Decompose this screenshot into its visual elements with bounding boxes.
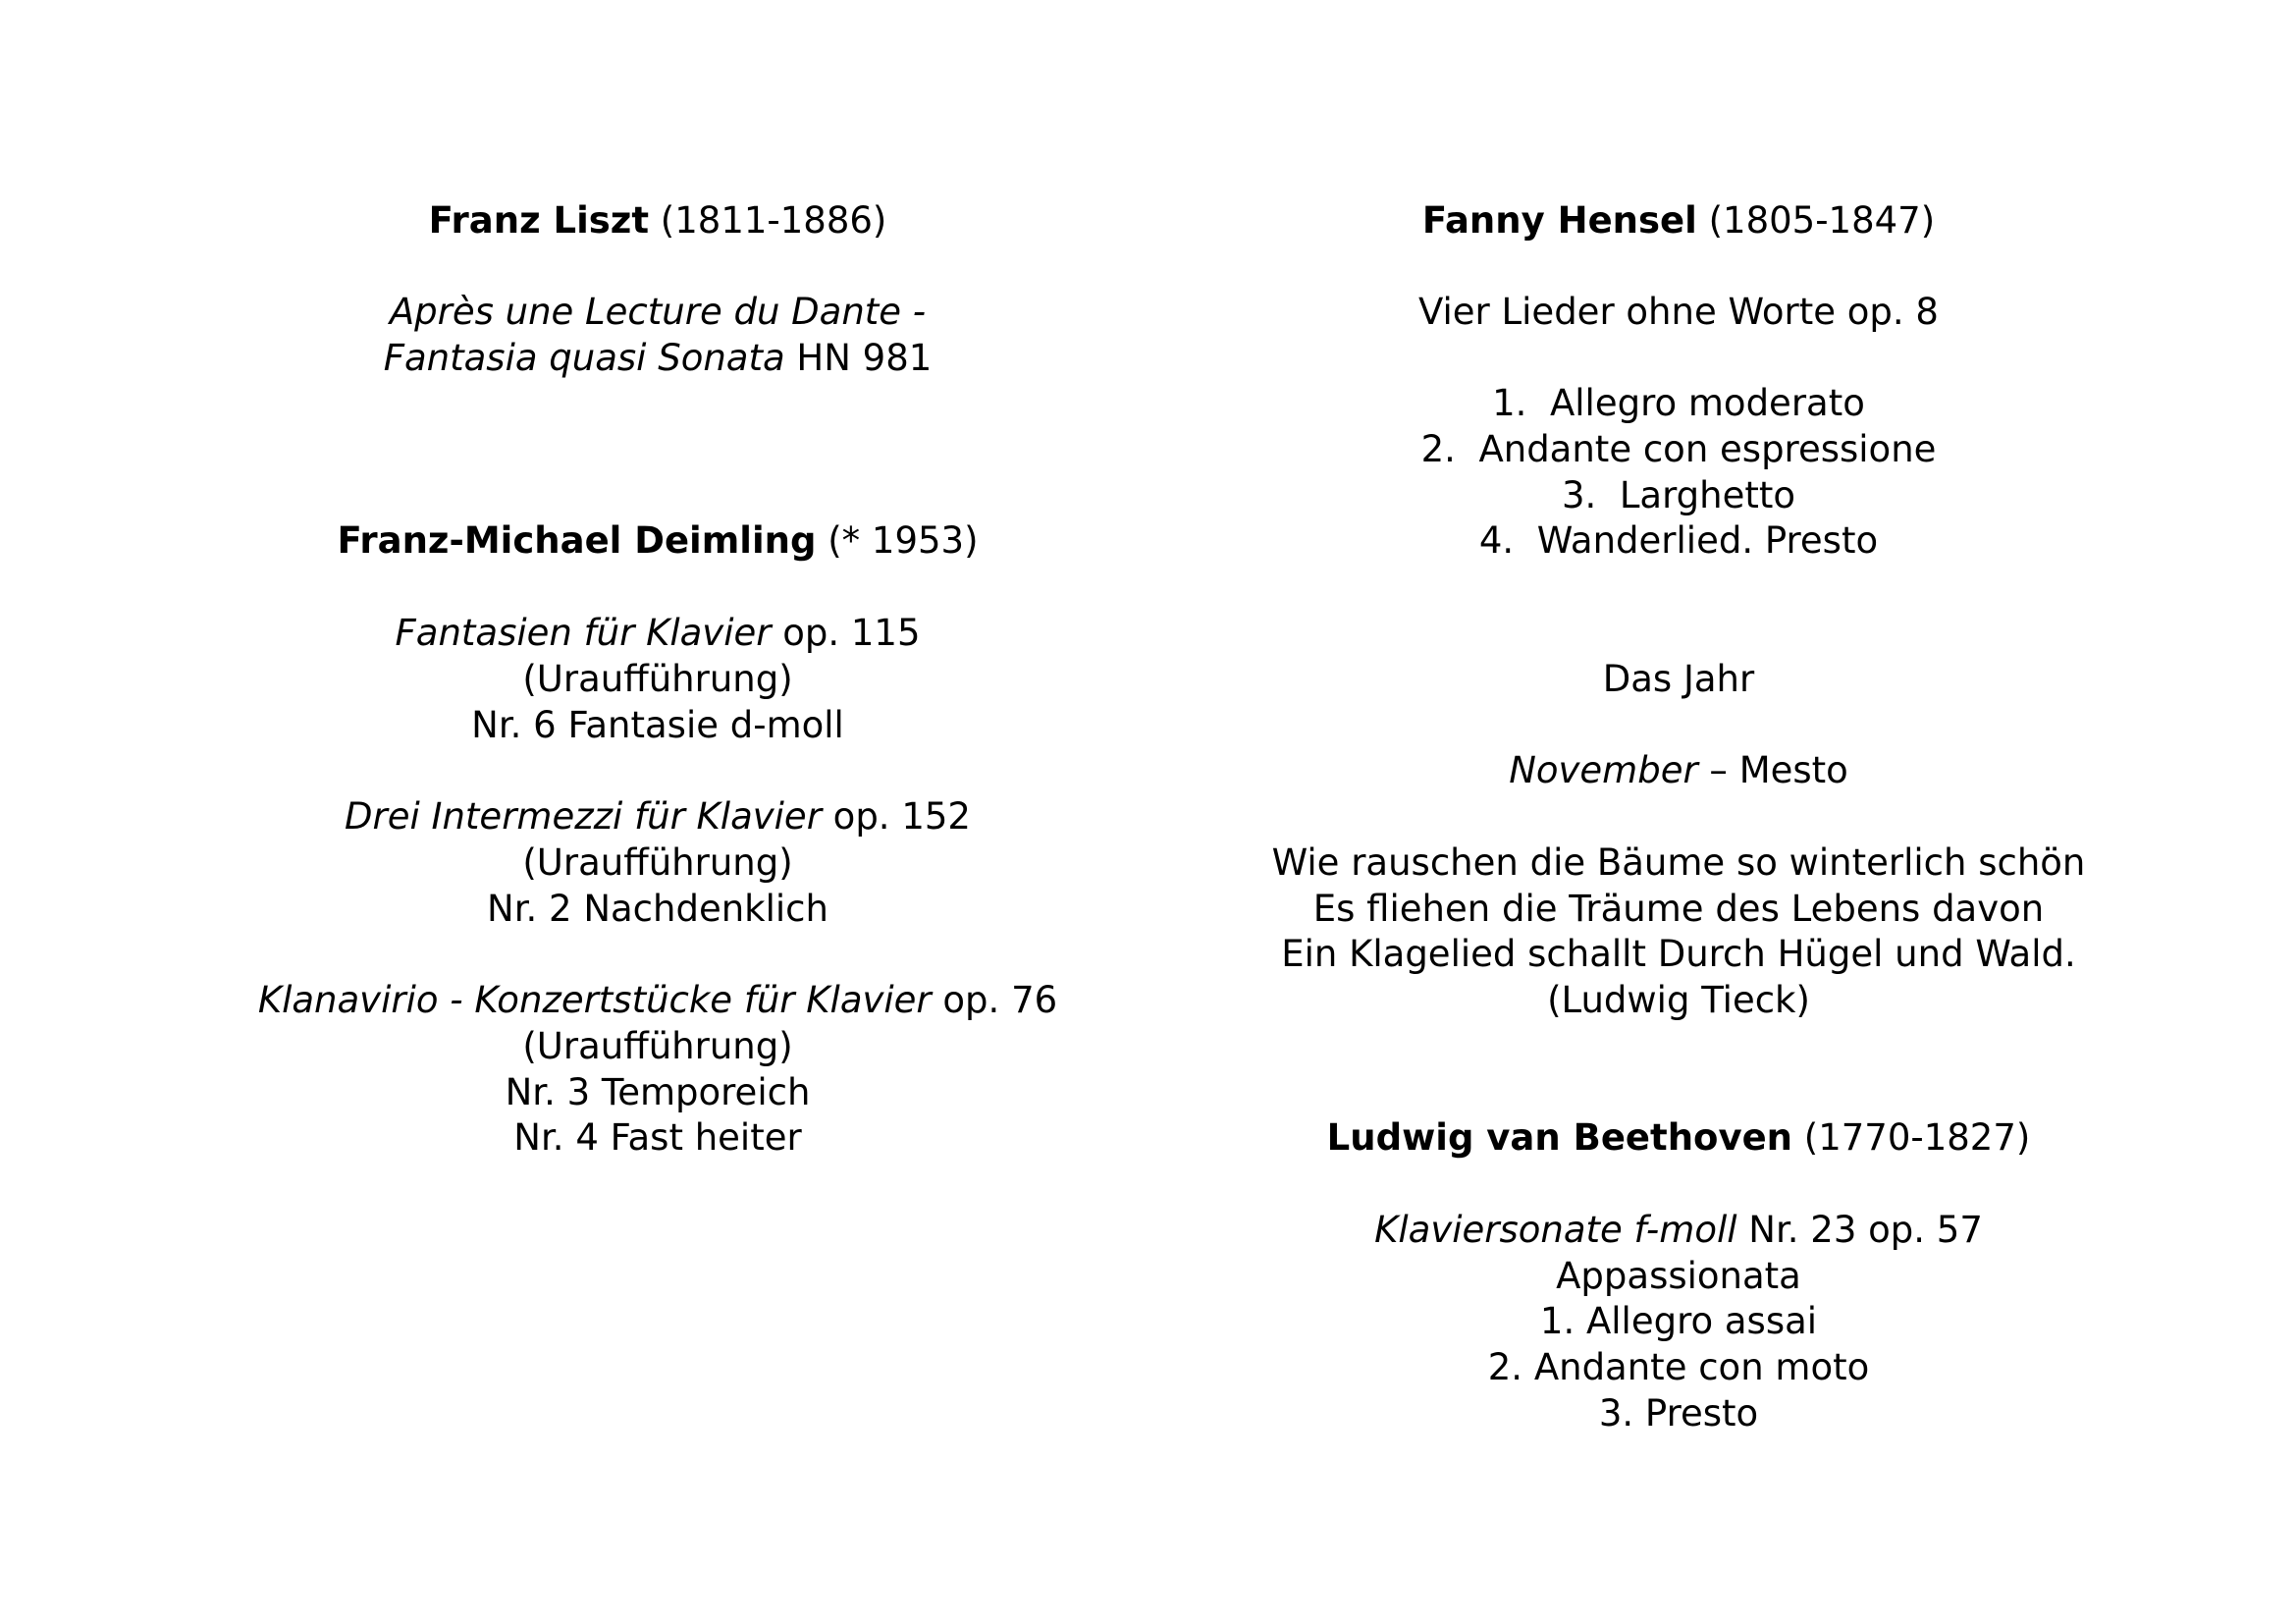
work-opus: op. 76	[931, 979, 1058, 1021]
movement-line: Nr. 3 Temporeich	[505, 1071, 811, 1113]
composer-name: Ludwig van Beethoven	[1326, 1116, 1793, 1159]
deimling-heading	[196, 517, 1119, 564]
movement-line: Nr. 2 Nachdenklich	[487, 888, 828, 930]
work-title-line	[1129, 1207, 2228, 1253]
composer-dates: (1770-1827)	[1803, 1116, 2031, 1159]
cycle-title: Das Jahr	[1602, 658, 1755, 700]
work-opus: op. 152	[821, 795, 971, 838]
liszt-heading	[196, 197, 1119, 244]
movement-title: Allegro moderato	[1549, 382, 1865, 424]
work-title-line	[196, 289, 1119, 335]
poem-line: Es fliehen die Träume des Lebens davon	[1312, 888, 2045, 930]
work-opus: Nr. 23 op. 57	[1736, 1209, 1983, 1251]
poem-author: (Ludwig Tieck)	[1547, 979, 1810, 1021]
composer-dates: (* 1953)	[828, 519, 979, 562]
movement-number: 3.	[1561, 474, 1597, 516]
movement-line: 3. Presto	[1598, 1392, 1759, 1435]
composer-name: Franz-Michael Deimling	[337, 519, 817, 562]
cycle-piece-line	[1129, 747, 2228, 793]
composer-name: Franz Liszt	[428, 199, 650, 242]
work-title-line	[196, 335, 1119, 381]
movement-number: 2.	[1420, 428, 1456, 470]
movement-line: Nr. 6 Fantasie d-moll	[471, 704, 844, 746]
poem-line: Ein Klagelied schallt Durch Hügel und Wald.	[1281, 933, 2076, 975]
work-subtitle: Appassionata	[1556, 1255, 1801, 1297]
work-title: Drei Intermezzi für Klavier	[345, 795, 822, 838]
work-title-line	[196, 977, 1119, 1023]
work-catalog: HN 981	[784, 337, 933, 379]
work-title-line	[196, 610, 1119, 656]
movement-line	[1129, 517, 2228, 564]
premiere-note: (Uraufführung)	[522, 1025, 793, 1067]
piece-title: November	[1509, 749, 1698, 791]
movement-title: Wanderlied. Presto	[1536, 519, 1879, 562]
work-title: Vier Lieder ohne Worte op. 8	[1418, 291, 1939, 333]
movement-number: 4.	[1478, 519, 1515, 562]
beethoven-heading	[1129, 1114, 2228, 1161]
premiere-note: (Uraufführung)	[522, 658, 793, 700]
movement-line: Nr. 4 Fast heiter	[513, 1116, 802, 1159]
movement-number: 1.	[1492, 382, 1527, 424]
poem-line: Wie rauschen die Bäume so winterlich schön	[1271, 841, 2086, 884]
movement-line	[1129, 380, 2228, 426]
work-title: Fantasia quasi Sonata	[383, 337, 785, 379]
piece-tempo: – Mesto	[1697, 749, 1848, 791]
work-title: Klaviersonate f-moll	[1374, 1209, 1737, 1251]
work-opus: op. 115	[771, 612, 921, 654]
movement-line: 1. Allegro assai	[1539, 1300, 1818, 1342]
movement-title: Larghetto	[1619, 474, 1796, 516]
movement-title: Andante con espressione	[1478, 428, 1937, 470]
movement-line: 2. Andante con moto	[1487, 1346, 1870, 1388]
composer-name: Fanny Hensel	[1421, 199, 1697, 242]
movement-line	[1129, 472, 2228, 518]
premiere-note: (Uraufführung)	[522, 841, 793, 884]
composer-dates: (1805-1847)	[1708, 199, 1936, 242]
work-title: Fantasien für Klavier	[395, 612, 772, 654]
work-title-line	[196, 793, 1119, 839]
movement-line	[1129, 426, 2228, 472]
hensel-heading	[1129, 197, 2228, 244]
work-title: Klanavirio - Konzertstücke für Klavier	[257, 979, 932, 1021]
composer-dates: (1811-1886)	[660, 199, 887, 242]
work-title: Après une Lecture du Dante -	[389, 291, 927, 333]
